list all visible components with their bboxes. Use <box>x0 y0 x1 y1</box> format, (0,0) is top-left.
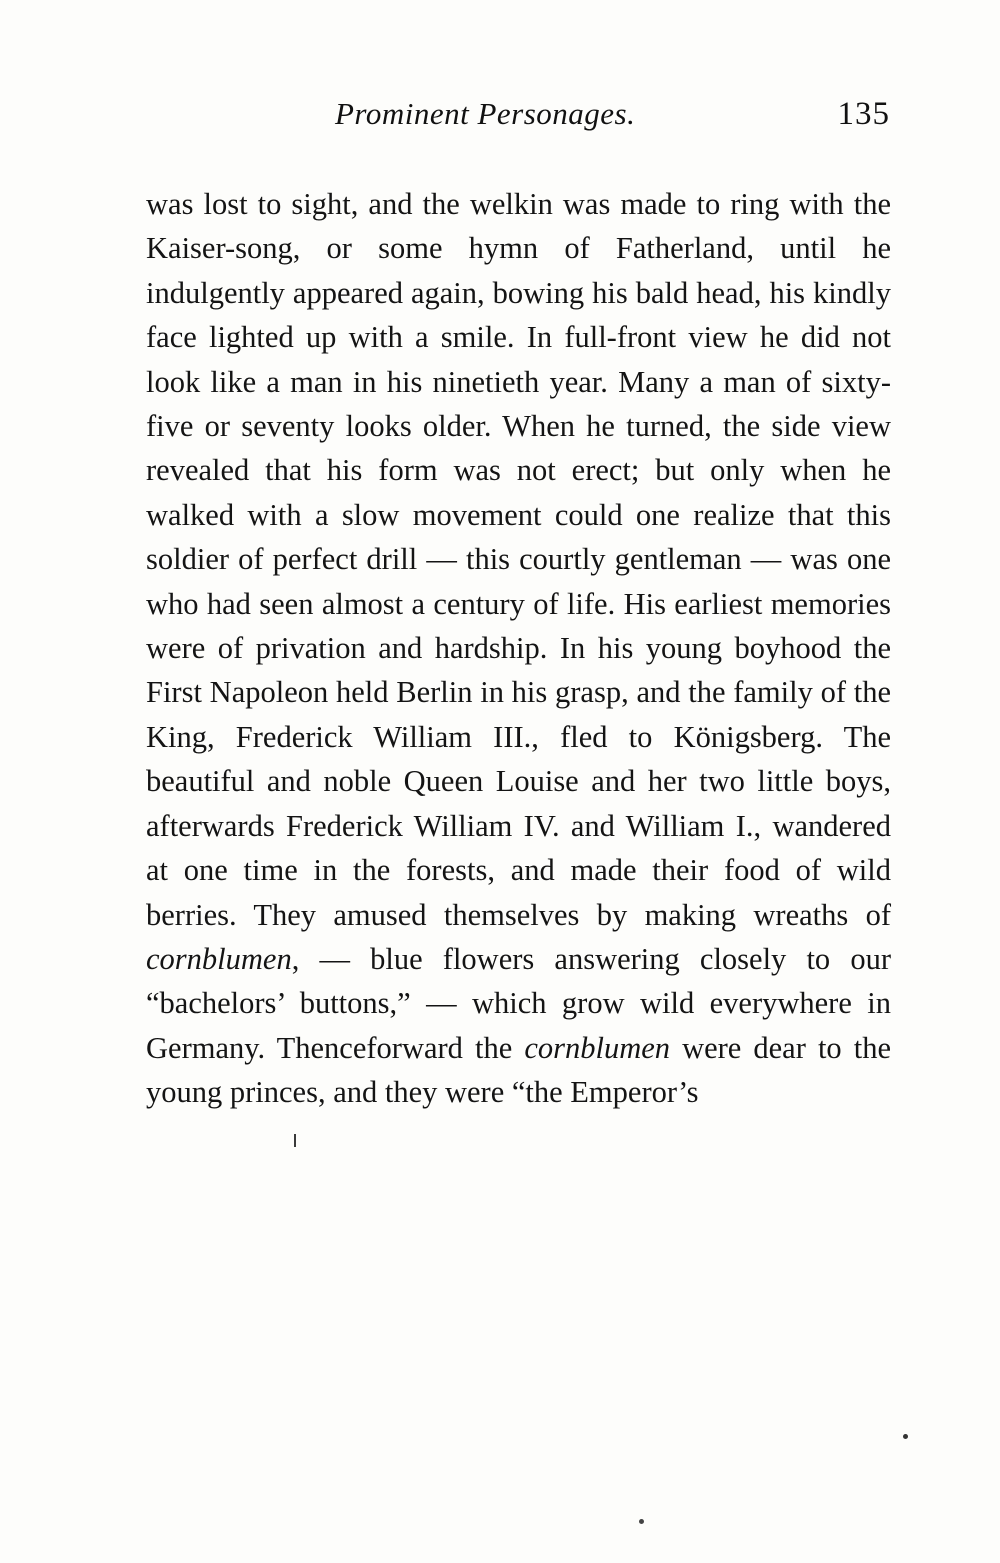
paragraph: was lost to sight, and the welkin was made to ring with the Kaiser-song, or some hymn of Fatherland, until he indulgently appeared again, bowing his bald head, his kindly face lighted up with a smile. In full-front view he did not look like a man in his ninetieth year. Many a man of sixty-five or seventy looks older. When he turned, the side view revealed that his form was not erect; but only when he walked with a slow movement could one realize that this soldier of perfect drill — this courtly gentleman — was one who had seen almost a century of life. His earliest memories were of privation and hardship. In his young boyhood the First Napoleon held Berlin in his grasp, and the family of the King, Frederick William III., fled to Königsberg. The beautiful and noble Queen Louise and her two little boys, afterwards Frederick William IV. and William I., wandered at one time in the forests, and made their food of wild berries. They amused themselves by making wreaths of cornblumen, — blue flowers answering closely to our “bachelors’ buttons,” — which grow wild everywhere in Germany. Thenceforward the cornblumen were dear to the young princes, and they were “the Emperor’s <box>146 187 891 1110</box>
page-number: 135 <box>837 96 890 132</box>
italic-term: cornblumen <box>146 941 292 976</box>
body-text <box>146 182 891 1115</box>
ink-speck-bottom <box>639 1519 644 1524</box>
running-title: Prominent Personages. <box>335 96 636 131</box>
ink-speck-right <box>903 1434 908 1439</box>
italic-term: cornblumen <box>524 1030 671 1065</box>
page-header <box>145 96 890 146</box>
ink-speck-mark <box>294 1134 296 1147</box>
